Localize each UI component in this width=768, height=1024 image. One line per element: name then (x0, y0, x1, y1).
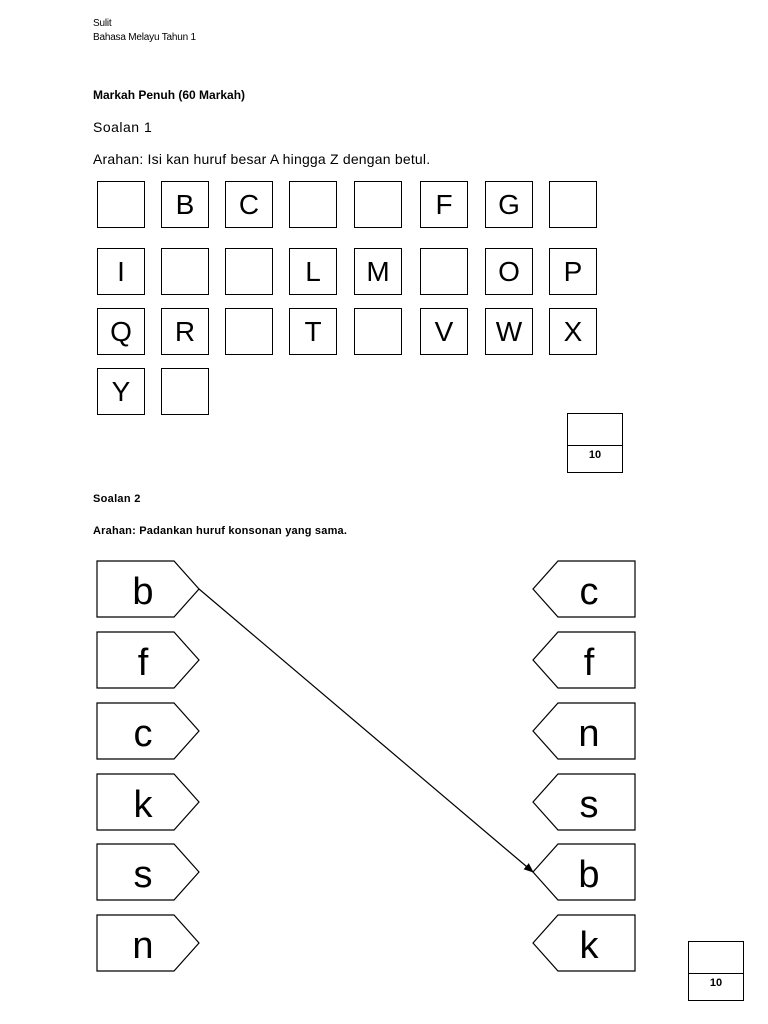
question2-title: Soalan 2 (93, 493, 141, 505)
left-tag-c[interactable] (97, 703, 199, 759)
left-tag-n[interactable] (97, 915, 199, 971)
letter-box-o: O (485, 248, 533, 295)
question1-title: Soalan 1 (93, 119, 153, 135)
question2-score: 10 (709, 977, 723, 989)
question1-score: 10 (588, 449, 602, 461)
question2-instruction: Arahan: Padankan huruf konsonan yang sama. (93, 525, 348, 537)
right-tag-s-letter: s (579, 784, 599, 826)
left-tag-f[interactable] (97, 632, 199, 688)
letter-box-r: R (161, 308, 209, 355)
full-marks-label: Markah Penuh (60 Markah) (93, 88, 246, 102)
example-match-arrow (199, 589, 533, 872)
right-tag-b-letter: b (578, 854, 600, 896)
left-tag-n-letter: n (132, 925, 154, 967)
letter-box-i: I (97, 248, 145, 295)
right-tag-f-letter: f (583, 642, 595, 684)
right-tag-n[interactable] (533, 703, 635, 759)
left-tag-b-letter: b (132, 571, 154, 613)
header-confidential: Sulit (93, 18, 112, 29)
right-tag-k[interactable] (533, 915, 635, 971)
letter-box-w: W (485, 308, 533, 355)
letter-box-g: G (485, 181, 533, 228)
letter-box-l: L (289, 248, 337, 295)
left-tag-b[interactable] (97, 561, 199, 617)
letter-box-b: B (161, 181, 209, 228)
letter-box-v: V (420, 308, 468, 355)
right-tag-k-letter: k (579, 925, 599, 967)
right-tag-f[interactable] (533, 632, 635, 688)
right-tag-c-letter: c (579, 571, 599, 613)
right-tag-b[interactable] (533, 844, 635, 900)
question1-instruction: Arahan: Isi kan huruf besar A hingga Z dengan betul. (93, 151, 431, 167)
left-tag-k[interactable] (97, 774, 199, 830)
letter-box-f: F (420, 181, 468, 228)
right-tag-c[interactable] (533, 561, 635, 617)
left-tag-f-letter: f (137, 642, 149, 684)
right-tag-n-letter: n (578, 713, 600, 755)
left-tag-s[interactable] (97, 844, 199, 900)
left-tag-c-letter: c (133, 713, 153, 755)
letter-box-x: X (549, 308, 597, 355)
letter-box-p: P (549, 248, 597, 295)
question2-score-box (688, 941, 744, 1001)
letter-box-q: Q (97, 308, 145, 355)
letter-box-y: Y (97, 368, 145, 415)
left-tag-k-letter: k (133, 784, 153, 826)
letter-box-m: M (354, 248, 402, 295)
right-tag-s[interactable] (533, 774, 635, 830)
header-subject: Bahasa Melayu Tahun 1 (93, 32, 196, 43)
left-tag-s-letter: s (133, 854, 153, 896)
letter-box-c: C (225, 181, 273, 228)
letter-box-t: T (289, 308, 337, 355)
